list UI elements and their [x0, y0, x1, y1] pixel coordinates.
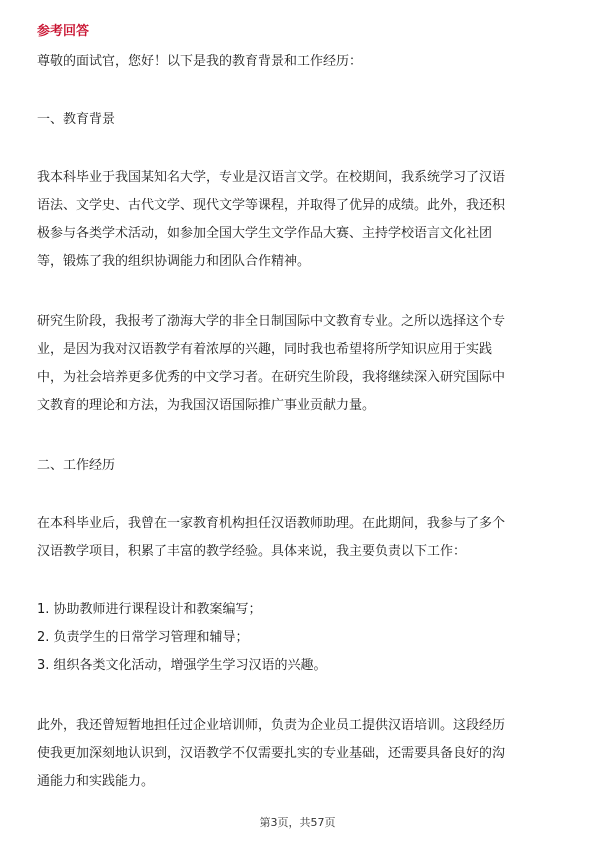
- work-para2-line: 通能力和实践能力。: [37, 774, 155, 789]
- work-para1-line: 在本科毕业后，我曾在一家教育机构担任汉语教师助理。在此期间，我参与了多个: [37, 516, 506, 531]
- work-para1-line: 汉语教学项目，积累了丰富的教学经验。具体来说，我主要负责以下工作：: [37, 544, 467, 559]
- section-title-education: 一、教育背景: [37, 112, 116, 127]
- education-para1-line: 语法、文学史、古代文学、现代文学等课程，并取得了优异的成绩。此外，我还积: [37, 198, 506, 213]
- education-para2-line: 研究生阶段，我报考了渤海大学的非全日制国际中文教育专业。之所以选择这个专: [37, 314, 506, 329]
- intro-text: 尊敬的面试官，您好！以下是我的教育背景和工作经历：: [37, 54, 363, 69]
- answer-heading: 参考回答: [37, 24, 90, 39]
- education-para1-line: 我本科毕业于我国某知名大学，专业是汉语言文学。在校期间，我系统学习了汉语: [37, 170, 506, 185]
- work-para2-line: 使我更加深刻地认识到，汉语教学不仅需要扎实的专业基础，还需要具备良好的沟: [37, 746, 506, 761]
- work-list-item: 1. 协助教师进行课程设计和教案编写；: [37, 602, 262, 617]
- education-para1-line: 极参与各类学术活动，如参加全国大学生文学作品大赛、主持学校语言文化社团: [37, 226, 493, 241]
- education-para2-line: 业，是因为我对汉语教学有着浓厚的兴趣，同时我也希望将所学知识应用于实践: [37, 342, 493, 357]
- work-list-item: 3. 组织各类文化活动，增强学生学习汉语的兴趣。: [37, 658, 327, 673]
- education-para1-line: 等，锻炼了我的组织协调能力和团队合作精神。: [37, 254, 311, 269]
- education-para2-line: 文教育的理论和方法，为我国汉语国际推广事业贡献力量。: [37, 398, 376, 413]
- section-title-work: 二、工作经历: [37, 458, 116, 473]
- page-number: 第3页，共57页: [259, 816, 336, 829]
- work-list-item: 2. 负责学生的日常学习管理和辅导；: [37, 630, 249, 645]
- education-para2-line: 中，为社会培养更多优秀的中文学习者。在研究生阶段，我将继续深入研究国际中: [37, 370, 506, 385]
- work-para2-line: 此外，我还曾短暂地担任过企业培训师，负责为企业员工提供汉语培训。这段经历: [37, 718, 506, 733]
